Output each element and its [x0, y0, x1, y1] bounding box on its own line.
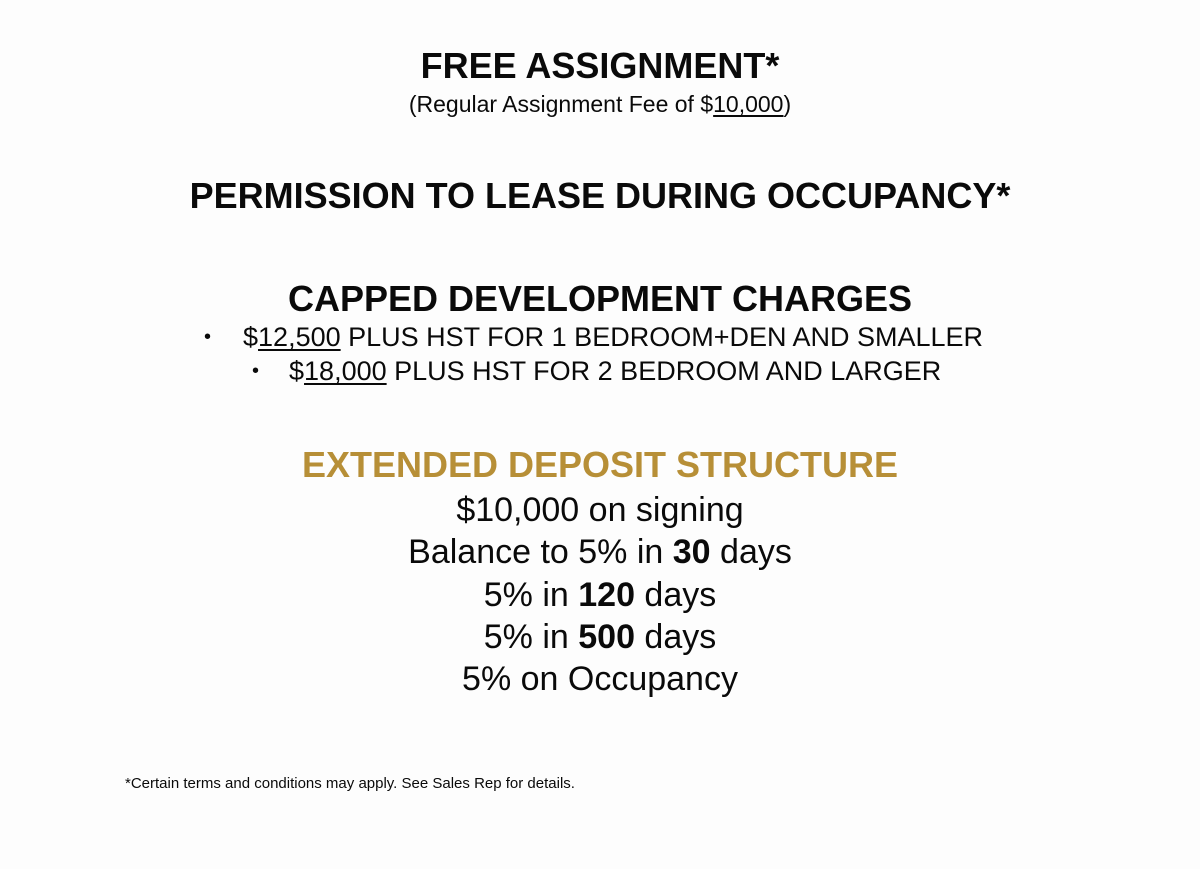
free-assignment-title: FREE ASSIGNMENT*	[420, 45, 780, 86]
bullet-icon: •	[252, 360, 260, 382]
charge-description: PLUS HST FOR 1 BEDROOM+DEN AND SMALLER	[340, 322, 984, 352]
deposit-text: $10,000 on signing	[456, 491, 744, 529]
currency-symbol: $	[289, 356, 305, 386]
lease-permission-title: PERMISSION TO LEASE DURING OCCUPANCY*	[189, 175, 1011, 216]
deposit-text: 5% on Occupancy	[462, 660, 738, 698]
deposit-line	[0, 489, 1200, 531]
deposit-line	[0, 616, 1200, 658]
deposit-text: 5% in	[483, 576, 579, 614]
deposit-days: 120	[578, 576, 635, 614]
deposit-days: 30	[672, 533, 711, 571]
free-assignment-subtitle	[0, 90, 1200, 118]
capped-charge-item	[289, 355, 941, 387]
capped-charges-title: CAPPED DEVELOPMENT CHARGES	[287, 278, 913, 319]
charge-description: PLUS HST FOR 2 BEDROOM AND LARGER	[386, 356, 942, 386]
deposit-text-suffix: days	[710, 533, 792, 571]
capped-charge-item	[243, 321, 983, 353]
deposit-line	[0, 531, 1200, 573]
terms-footnote: *Certain terms and conditions may apply. See Sales Rep for details.	[125, 775, 575, 792]
deposit-text-suffix: days	[634, 618, 717, 656]
deposit-text: Balance to 5% in	[408, 533, 673, 571]
charge-amount: 12,500	[258, 322, 341, 352]
deposit-days: 500	[578, 618, 635, 656]
bullet-icon: •	[204, 326, 212, 348]
deposit-line	[0, 574, 1200, 616]
subtitle-prefix: (Regular Assignment Fee of $	[408, 91, 714, 117]
subtitle-suffix: )	[783, 91, 792, 117]
deposit-text: 5% in	[483, 618, 579, 656]
deposit-structure-title: EXTENDED DEPOSIT STRUCTURE	[301, 444, 899, 485]
deposit-text-suffix: days	[634, 576, 717, 614]
charge-amount: 18,000	[304, 356, 387, 386]
assignment-fee-amount: 10,000	[713, 91, 784, 117]
deposit-line	[0, 658, 1200, 700]
currency-symbol: $	[243, 322, 259, 352]
